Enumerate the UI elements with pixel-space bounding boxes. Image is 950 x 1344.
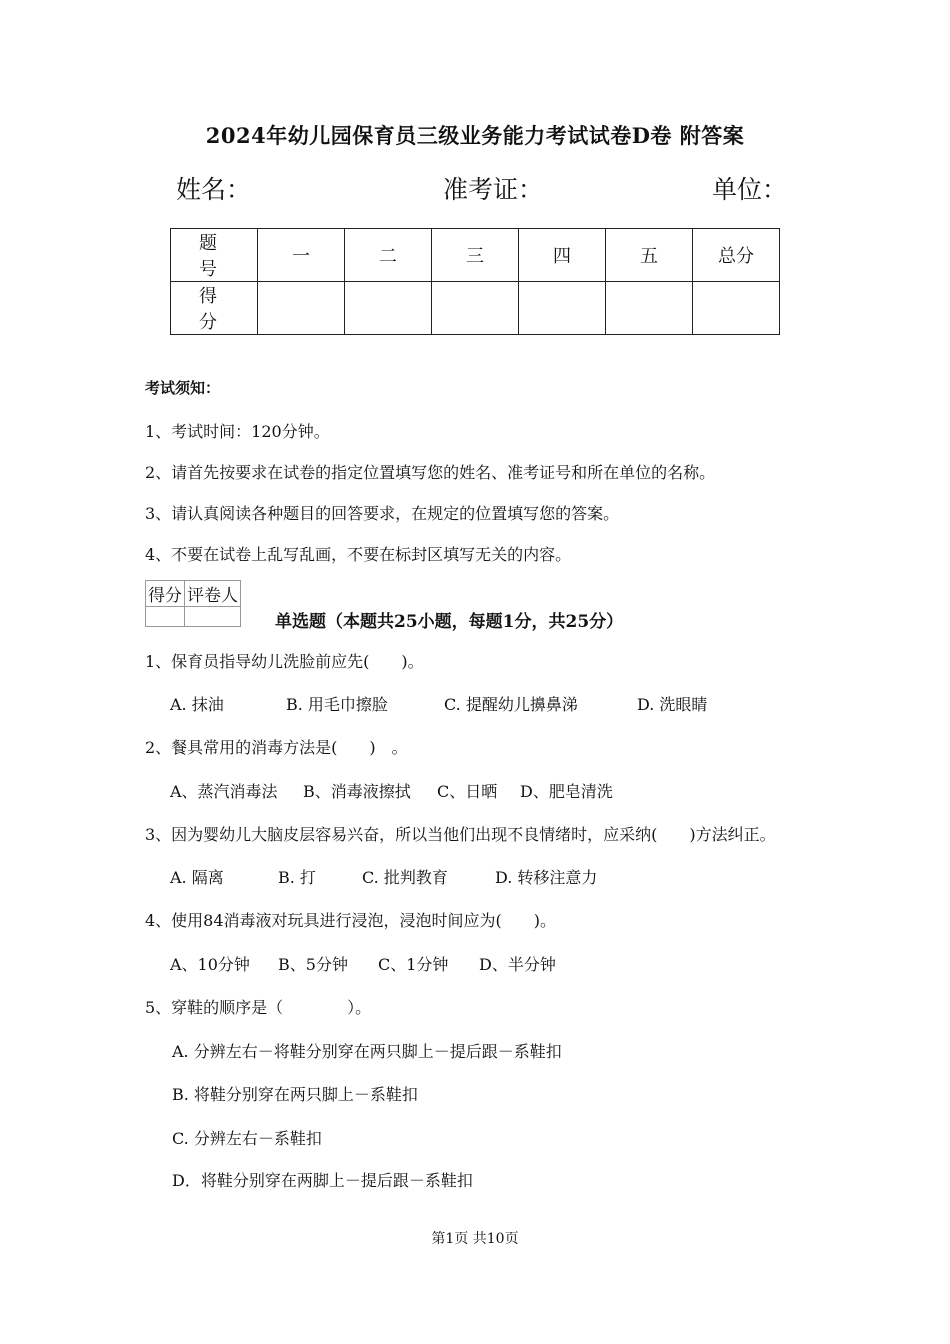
- question-stem: 1、保育员指导幼儿洗脸前应先( )。: [145, 652, 424, 671]
- question-option: C. 提醒幼儿擤鼻涕: [444, 695, 578, 714]
- score-cell[interactable]: [519, 282, 606, 335]
- question-option: B、消毒液擦拭: [303, 782, 411, 801]
- score-cell[interactable]: [345, 282, 432, 335]
- score-table-header-cell: 题 号: [171, 229, 258, 282]
- question-option: D、肥皂清洗: [520, 782, 613, 801]
- grader-box: [145, 580, 241, 627]
- grader-box-grader-label: 评卷人: [185, 581, 241, 607]
- question-option: A. 分辨左右－将鞋分别穿在两只脚上－提后跟－系鞋扣: [172, 1042, 562, 1061]
- question-option: A、10分钟: [170, 955, 250, 974]
- question-option: C. 批判教育: [362, 868, 448, 887]
- question-stem: 2、餐具常用的消毒方法是( ) 。: [145, 738, 408, 757]
- score-table-header-cell: 总分: [693, 229, 780, 282]
- question-stem: 4、使用84消毒液对玩具进行浸泡，浸泡时间应为( )。: [145, 911, 557, 930]
- name-field-label: 姓名：: [176, 175, 252, 204]
- grader-box-score-label: 得分: [146, 581, 185, 607]
- question-option: A. 隔离: [170, 868, 224, 887]
- question-stem: 3、因为婴幼儿大脑皮层容易兴奋，所以当他们出现不良情绪时，应采纳( )方法纠正。: [145, 825, 776, 844]
- question-option: B. 打: [278, 868, 316, 887]
- question-option: A. 抹油: [170, 695, 224, 714]
- document-title: 2024年幼儿园保育员三级业务能力考试试卷D卷 附答案: [205, 123, 745, 148]
- unit-field-label: 单位：: [712, 175, 788, 204]
- score-table-header-cell: 二: [345, 229, 432, 282]
- exam-id-field-label: 准考证：: [443, 175, 544, 204]
- question-option: D．将鞋分别穿在两脚上－提后跟－系鞋扣: [172, 1171, 473, 1190]
- grader-box-score-cell[interactable]: [146, 607, 185, 627]
- question-stem: 5、穿鞋的顺序是（ ）。: [145, 998, 372, 1017]
- score-table-header-cell: 五: [606, 229, 693, 282]
- question-option: D. 洗眼睛: [637, 695, 708, 714]
- question-option: A、蒸汽消毒法: [170, 782, 278, 801]
- score-table-header-cell: 三: [432, 229, 519, 282]
- score-cell[interactable]: [606, 282, 693, 335]
- section-title: 单选题（本题共25小题，每题1分，共25分）: [275, 612, 624, 632]
- score-cell[interactable]: [693, 282, 780, 335]
- notice-item: 2、请首先按要求在试卷的指定位置填写您的姓名、准考证号和所在单位的名称。: [145, 463, 716, 482]
- score-table-header-cell: 四: [519, 229, 606, 282]
- question-option: B、5分钟: [278, 955, 348, 974]
- score-table-row-label: 得 分: [171, 282, 258, 335]
- question-option: C、日晒: [437, 782, 498, 801]
- page-footer: 第1页 共10页: [431, 1231, 519, 1247]
- score-table: [170, 228, 780, 335]
- score-table-header-cell: 一: [258, 229, 345, 282]
- score-cell[interactable]: [432, 282, 519, 335]
- question-option: C. 分辨左右－系鞋扣: [172, 1129, 322, 1148]
- score-cell[interactable]: [258, 282, 345, 335]
- notice-item: 3、请认真阅读各种题目的回答要求，在规定的位置填写您的答案。: [145, 504, 620, 523]
- question-option: B. 用毛巾擦脸: [286, 695, 388, 714]
- question-option: B. 将鞋分别穿在两只脚上－系鞋扣: [172, 1085, 418, 1104]
- score-table-score-row: [171, 282, 780, 335]
- grader-box-grader-cell[interactable]: [185, 607, 241, 627]
- notice-heading: 考试须知：: [145, 379, 221, 397]
- notice-item: 4、不要在试卷上乱写乱画，不要在标封区填写无关的内容。: [145, 545, 572, 564]
- question-option: D. 转移注意力: [495, 868, 598, 887]
- question-option: C、1分钟: [378, 955, 449, 974]
- question-option: D、半分钟: [479, 955, 556, 974]
- score-table-header-row: [171, 229, 780, 282]
- notice-item: 1、考试时间：120分钟。: [145, 422, 330, 441]
